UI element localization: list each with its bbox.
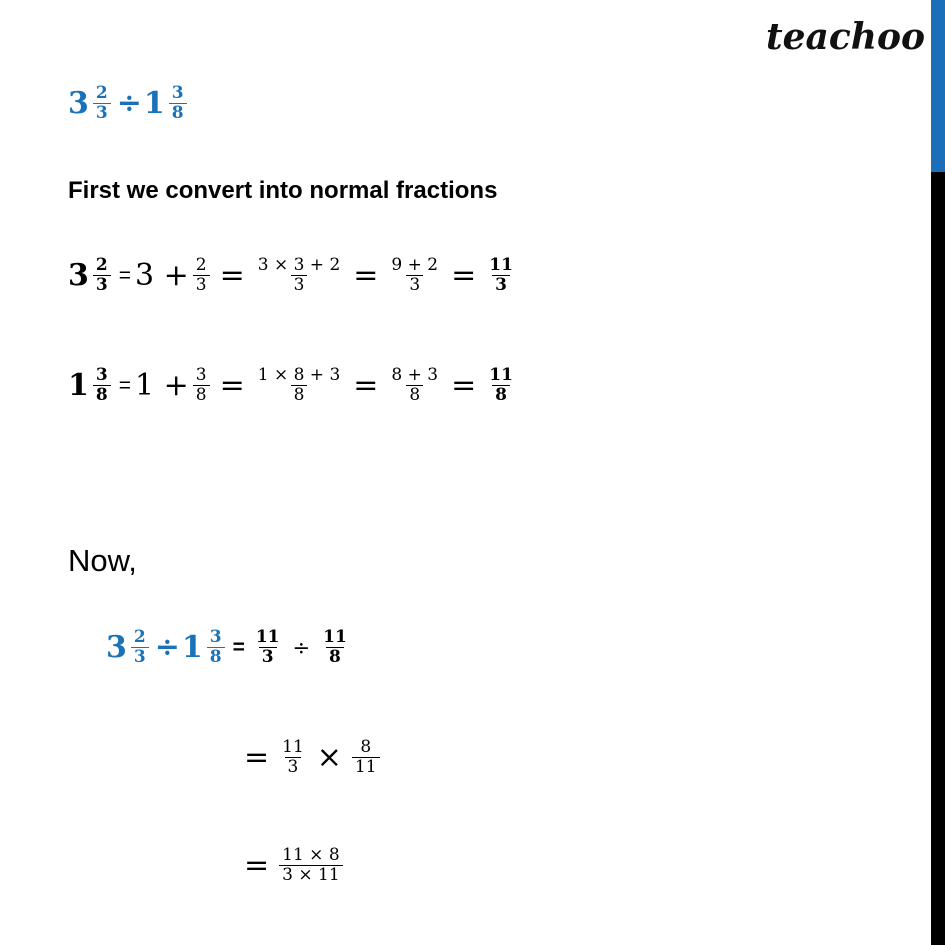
fraction: $\frac{3}{8}$	[193, 366, 210, 405]
fraction: $\frac{8}{11}$	[352, 738, 380, 777]
fraction: $\frac{11}{8}$	[323, 627, 347, 667]
fraction: $\frac{3 \times 3 + 2}{3}$	[257, 255, 341, 295]
fraction: $\frac{8 + 3}{8}$	[391, 365, 439, 405]
scrollbar[interactable]	[931, 0, 945, 945]
scrollbar-thumb[interactable]	[931, 0, 945, 172]
teachoo-logo: teachoo	[766, 16, 925, 58]
fraction: $\frac{11}{3}$	[489, 255, 513, 295]
fraction: $\frac{2}{3}$	[93, 256, 111, 295]
fraction: $\frac{3}{8}$	[169, 84, 187, 123]
whole-number: 3	[68, 86, 89, 122]
step-1: 3 $\frac{2}{3}$ ÷ 1 $\frac{3}{8}$ = $\frac{11}{3}$ ÷ $\frac{11}{8}$	[106, 628, 354, 667]
section-heading: First we convert into normal fractions	[68, 177, 498, 204]
problem-expression	[68, 84, 191, 123]
fraction: $\frac{3}{8}$	[93, 366, 111, 405]
fraction: $\frac{11 \times 8}{3 \times 11}$	[279, 846, 343, 885]
fraction: $\frac{11}{8}$	[489, 365, 513, 405]
fraction: $\frac{9 + 2}{3}$	[391, 255, 439, 295]
fraction: $\frac{11}{3}$	[282, 737, 304, 777]
step-2: = $\frac{11}{3}$ × $\frac{8}{11}$	[244, 738, 384, 777]
fraction: $\frac{2}{3}$	[93, 84, 111, 123]
divide-sign: ÷	[116, 86, 142, 122]
fraction: $\frac{1 \times 8 + 3}{8}$	[257, 365, 341, 405]
step-3: = $\frac{11 \times 8}{3 \times 11}$	[244, 846, 347, 885]
fraction: $\frac{2}{3}$	[131, 628, 149, 667]
fraction: $\frac{11}{3}$	[255, 627, 280, 667]
fraction: $\frac{2}{3}$	[193, 256, 210, 295]
now-label: Now,	[68, 543, 137, 578]
conversion-row-1: 3 $\frac{2}{3}$ = 3 + $\frac{2}{3}$ = $\frac{3 \times 3 + 2}{3}$ = $\frac{9 + 2}{3}$ = $\frac{11}{3}$	[68, 256, 520, 295]
whole-number: 1	[143, 86, 165, 122]
fraction: $\frac{3}{8}$	[207, 628, 225, 667]
conversion-row-2: 1 $\frac{3}{8}$ = 1 + $\frac{3}{8}$ = $\frac{1 \times 8 + 3}{8}$ = $\frac{8 + 3}{8}$ = $\frac{11}{8}$	[68, 366, 520, 405]
